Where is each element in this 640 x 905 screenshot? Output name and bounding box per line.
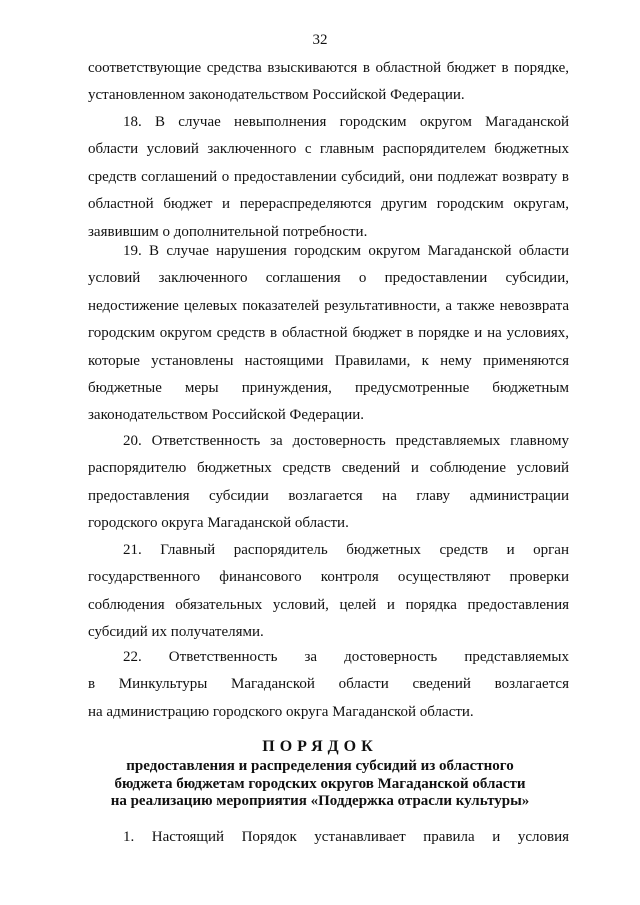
heading-subtitle-line: бюджета бюджетам городских округов Магаданской области: [114, 775, 526, 792]
paragraph-1: [88, 824, 569, 851]
text-line: области условий заключенного с главным распорядителем бюджетных: [88, 141, 569, 158]
text-line: установленном законодательством Российской Федерации.: [88, 87, 465, 104]
heading-subtitle-line: на реализацию мероприятия «Поддержка отрасли культуры»: [110, 793, 530, 809]
text-line: 1. Настоящий Порядок устанавливает правила и условия: [123, 829, 569, 845]
paragraph-21: [88, 537, 569, 647]
text-line: которые установлены настоящими Правилами, к нему применяются: [88, 352, 569, 369]
text-line: заявившим о дополнительной потребности.: [88, 223, 368, 240]
paragraph-18: [88, 109, 569, 246]
paragraph-19: [88, 238, 569, 430]
text-line: в Минкультуры Магаданской области сведений возлагается: [88, 676, 569, 693]
paragraph-22: [88, 644, 569, 726]
text-line: 19. В случае нарушения городским округом Магаданской области: [123, 243, 569, 259]
text-line: областной бюджет и перераспределяются другим городским округам,: [88, 196, 569, 213]
text-line: 18. В случае невыполнения городским округом Магаданской: [123, 114, 569, 130]
text-line: соблюдения обязательных условий, целей и порядка предоставления: [88, 596, 569, 613]
text-line: распорядителю бюджетных средств сведений и соблюдение условий: [88, 460, 569, 477]
text-line: субсидий их получателями.: [88, 624, 264, 641]
text-line: городским округом средств в областной бюджет в порядке и на условиях,: [88, 325, 569, 342]
heading-subtitle-line: предоставления и распределения субсидий из областного: [126, 758, 514, 774]
text-line: 20. Ответственность за достоверность представляемых главному: [123, 433, 569, 449]
text-line: на администрацию городского округа Магаданской области.: [88, 703, 474, 720]
text-line: 22. Ответственность за достоверность представляемых: [123, 649, 569, 665]
paragraph-continuation: [88, 55, 569, 110]
section-heading: [0, 736, 640, 811]
text-line: государственного финансового контроля осуществляют проверки: [88, 569, 569, 586]
heading-title: ПОРЯДОК: [262, 738, 378, 755]
text-line: условий заключенного соглашения о предоставлении субсидии,: [88, 270, 569, 287]
text-line: бюджетные меры принуждения, предусмотренные бюджетным: [88, 379, 569, 396]
text-line: недостижение целевых показателей результативности, а также невозврата: [88, 297, 569, 314]
text-line: средств соглашений о предоставлении субсидий, они подлежат возврату в: [88, 168, 569, 185]
paragraph-20: [88, 428, 569, 538]
text-line: законодательством Российской Федерации.: [88, 407, 365, 424]
text-line: соответствующие средства взыскиваются в областной бюджет в порядке,: [88, 60, 569, 76]
text-line: 21. Главный распорядитель бюджетных средств и орган: [123, 542, 569, 558]
page-number: 32: [312, 32, 328, 48]
text-line: предоставления субсидии возлагается на главу администрации: [88, 487, 569, 504]
text-line: городского округа Магаданской области.: [88, 515, 349, 532]
